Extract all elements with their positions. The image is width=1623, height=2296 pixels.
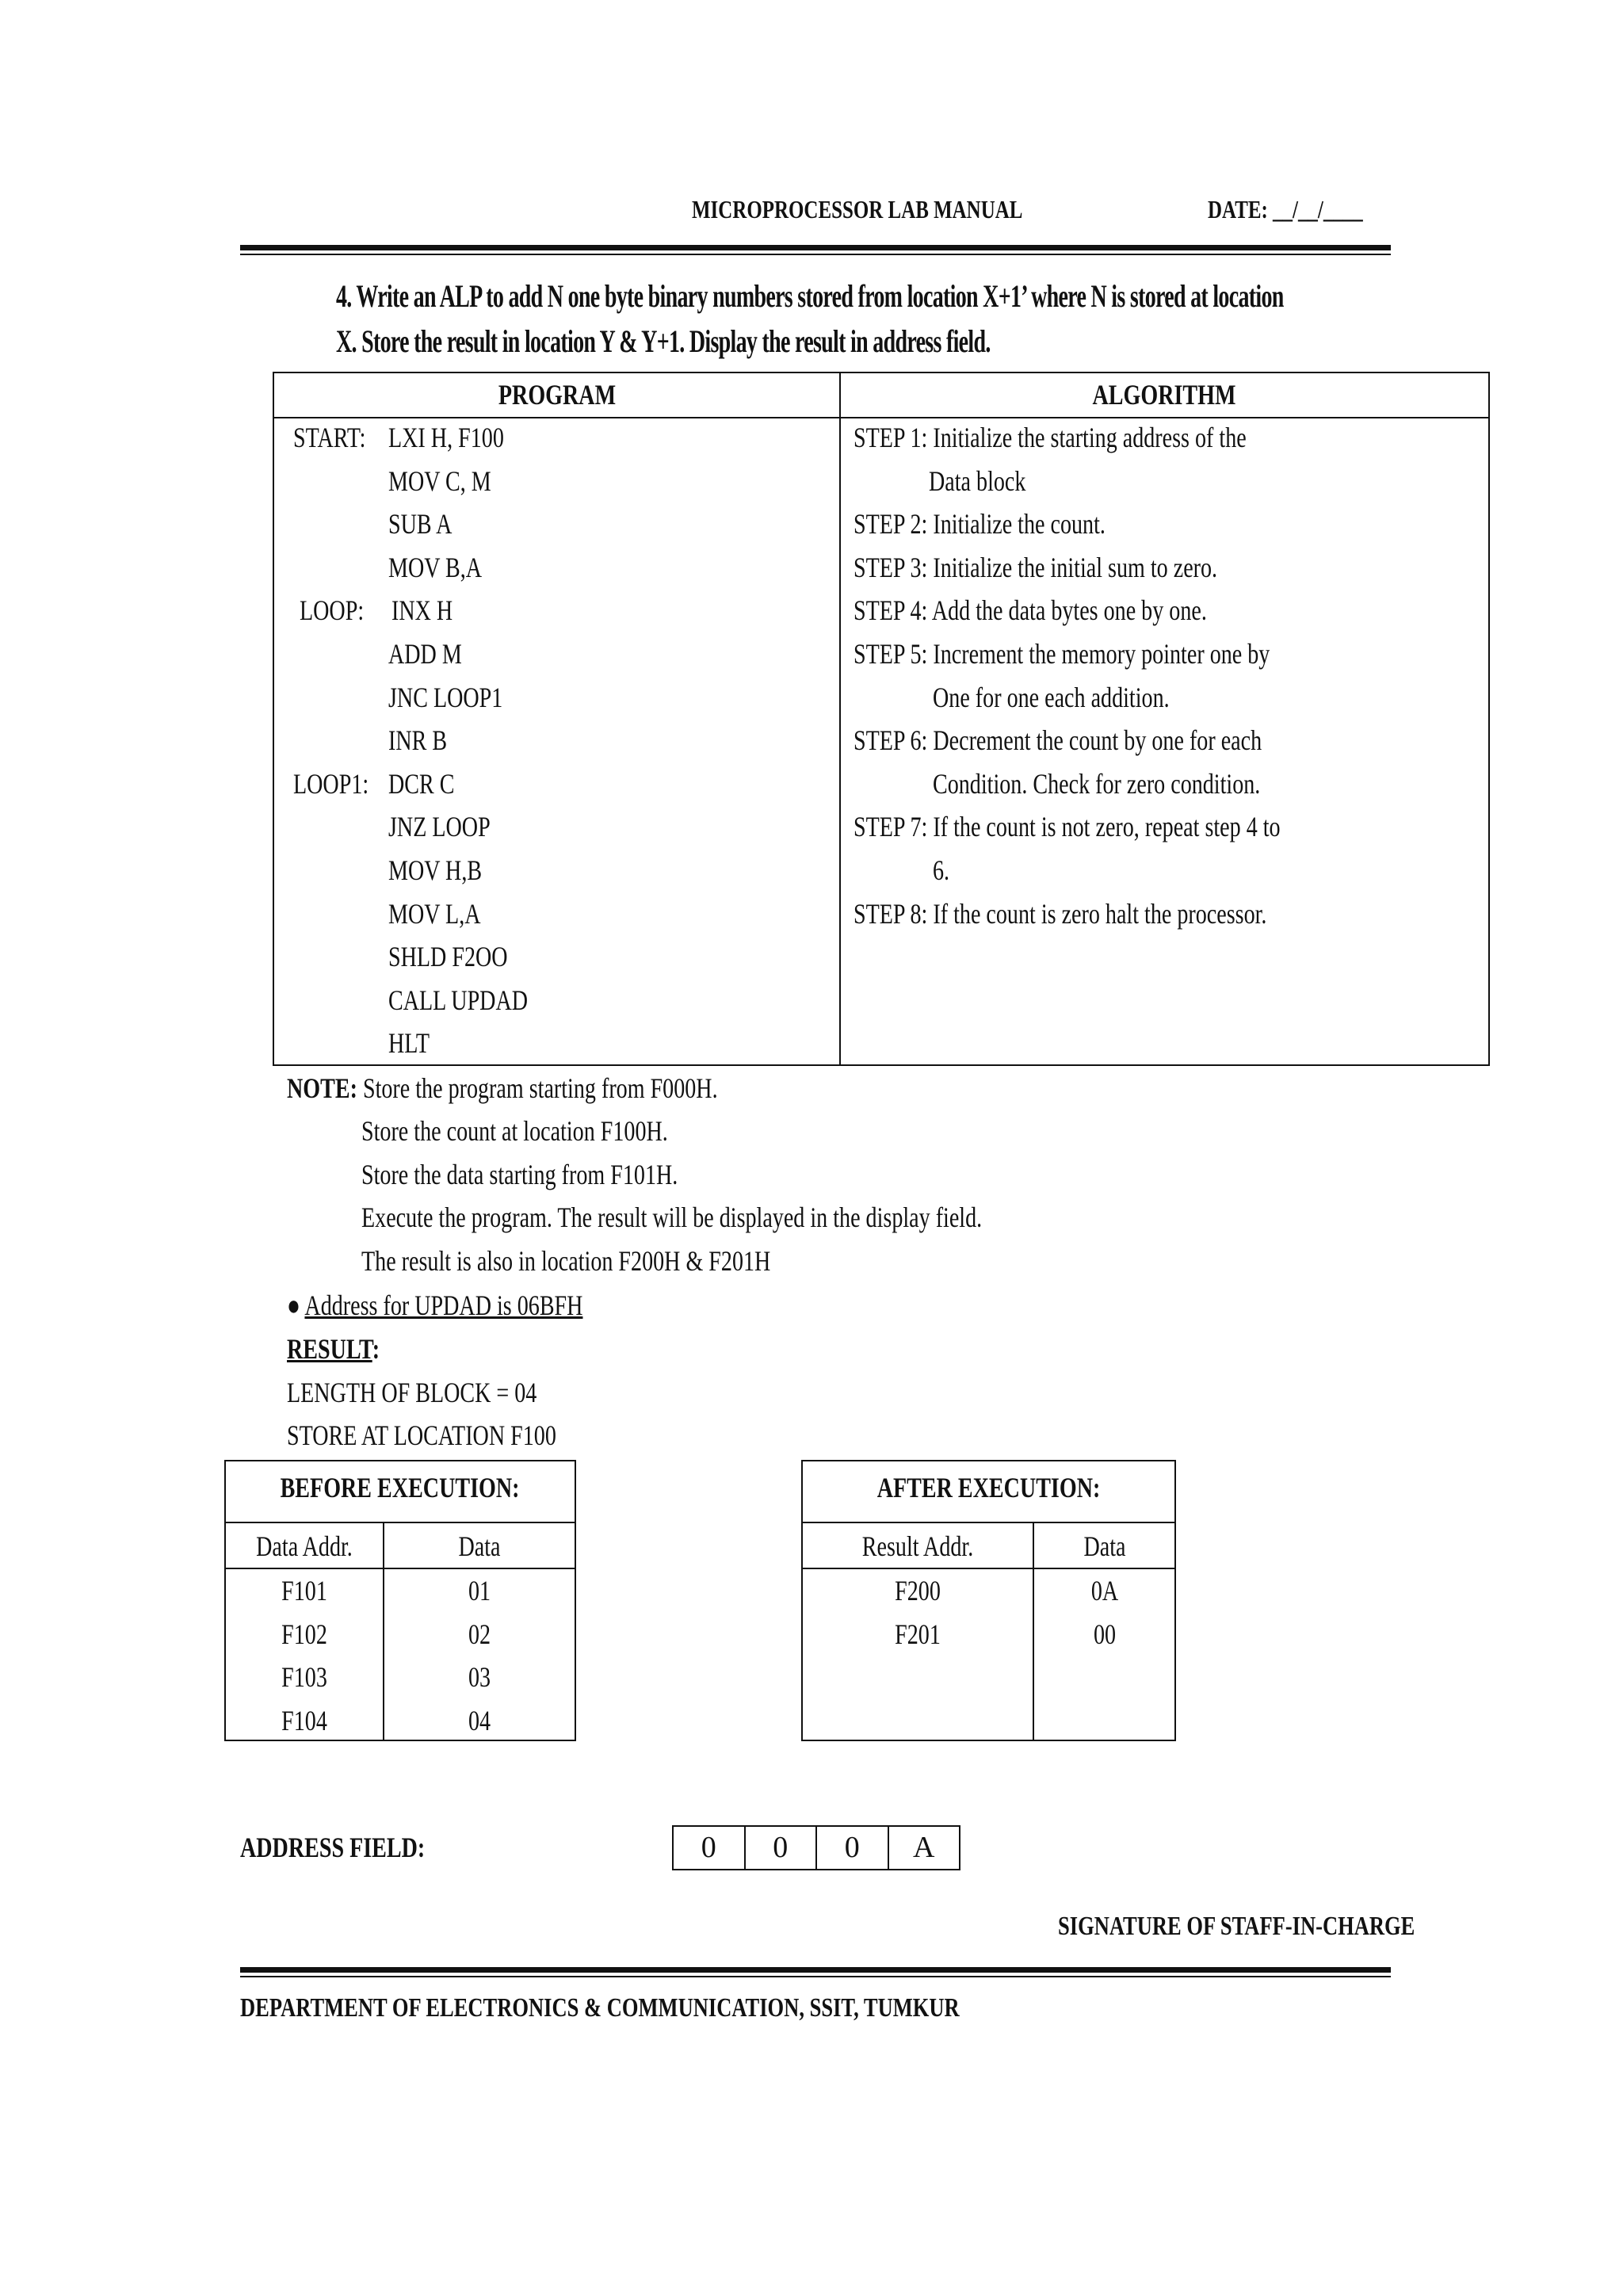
footer-rule-thin: [240, 1976, 1391, 1977]
algorithm-step: Condition. Check for zero condition.: [933, 767, 1261, 800]
program-instruction: MOV C, M: [388, 464, 491, 497]
program-instruction: CALL UPDAD: [388, 984, 529, 1016]
algorithm-step: Data block: [929, 464, 1026, 497]
table-cell-data: 02: [468, 1618, 491, 1650]
address-digit-3: 0: [817, 1827, 889, 1869]
table-cell-addr: F201: [895, 1618, 941, 1650]
program-instruction: JNC LOOP1: [388, 681, 503, 713]
result-heading: RESULT:: [287, 1333, 380, 1365]
address-digit-4: A: [913, 1831, 935, 1864]
footer-department: DEPARTMENT OF ELECTRONICS & COMMUNICATION, SSIT, TUMKUR: [240, 1993, 960, 2023]
table-cell-data: 0A: [1090, 1575, 1118, 1606]
note-label: NOTE:: [287, 1072, 357, 1104]
note-line-4: Execute the program. The result will be displayed in the display field.: [361, 1201, 983, 1233]
program-table: [273, 372, 1490, 1066]
algorithm-step: STEP 3: Initialize the initial sum to zero.: [854, 551, 1218, 583]
address-digit-2: 0: [746, 1827, 818, 1869]
program-instruction: JNZ LOOP: [388, 811, 491, 843]
before-col-addr: Data Addr.: [256, 1530, 353, 1562]
footer-rule-thick: [240, 1967, 1391, 1973]
program-instruction: INR B: [388, 724, 448, 757]
program-instruction: MOV L,A: [388, 897, 481, 930]
header-rule-thin: [240, 254, 1391, 255]
algorithm-step: STEP 6: Decrement the count by one for each: [854, 724, 1262, 757]
program-label: START:: [293, 422, 366, 453]
date-label: DATE: __/__/____: [1208, 195, 1363, 223]
algorithm-step: STEP 1: Initialize the starting address of the: [854, 422, 1247, 453]
algorithm-step: STEP 2: Initialize the count.: [854, 508, 1106, 541]
program-instruction: DCR C: [388, 767, 455, 800]
note-line-1: NOTE: Store the program starting from F000H.: [287, 1072, 718, 1104]
program-label: LOOP:: [300, 594, 365, 627]
table-cell-addr: F103: [281, 1661, 327, 1693]
after-col-addr: Result Addr.: [861, 1530, 974, 1562]
table-cell-addr: F200: [895, 1575, 941, 1606]
address-field-display: [672, 1825, 960, 1870]
header-title: MICROPROCESSOR LAB MANUAL: [692, 195, 1023, 223]
table-cell-data: 01: [468, 1575, 491, 1606]
question-line-2: X. Store the result in location Y & Y+1. Display the result in address field.: [336, 323, 991, 359]
signature-label: SIGNATURE OF STAFF-IN-CHARGE: [1058, 1912, 1415, 1941]
algorithm-step: STEP 5: Increment the memory pointer one by: [854, 638, 1270, 670]
program-instruction: ADD M: [388, 638, 462, 670]
program-instruction: SHLD F2OO: [388, 941, 508, 973]
algorithm-step: STEP 7: If the count is not zero, repeat step 4 to: [854, 811, 1281, 843]
bullet-icon: ●: [287, 1289, 300, 1321]
algorithm-step: 6.: [933, 854, 950, 886]
result-length: LENGTH OF BLOCK = 04: [287, 1377, 537, 1408]
program-instruction: MOV H,B: [388, 854, 483, 886]
question-line-1: 4. Write an ALP to add N one byte binary numbers stored from location X+1’ where N is stored at location: [336, 278, 1284, 314]
algorithm-step: STEP 8: If the count is zero halt the processor.: [854, 897, 1267, 930]
program-instruction: LXI H, F100: [388, 422, 504, 453]
program-table-column-divider: [839, 373, 841, 1064]
after-title: AFTER EXECUTION:: [876, 1472, 1101, 1503]
table-cell-addr: F101: [281, 1575, 327, 1606]
table-cell-data: 00: [1093, 1618, 1116, 1650]
address-field-label: ADDRESS FIELD:: [240, 1832, 426, 1863]
header-rule-thick: [240, 245, 1391, 250]
table-cell-addr: F102: [281, 1618, 327, 1650]
note-line-3: Store the data starting from F101H.: [361, 1159, 678, 1190]
program-instruction: HLT: [388, 1027, 430, 1060]
program-instruction: MOV B,A: [388, 551, 483, 583]
table-cell-data: 03: [468, 1661, 491, 1693]
before-title: BEFORE EXECUTION:: [281, 1472, 520, 1503]
program-header: PROGRAM: [498, 379, 616, 411]
after-execution-table: [801, 1460, 1176, 1741]
algorithm-step: STEP 4: Add the data bytes one by one.: [854, 594, 1207, 627]
program-instruction: SUB A: [388, 508, 453, 541]
before-execution-table: [224, 1460, 576, 1741]
table-cell-data: 04: [468, 1704, 491, 1736]
program-table-header-divider: [274, 417, 1488, 418]
program-instruction: INX H: [391, 594, 453, 627]
program-label: LOOP1:: [293, 767, 369, 800]
before-col-data: Data: [458, 1530, 501, 1562]
note-line-5: The result is also in location F200H & F201H: [361, 1245, 771, 1277]
algorithm-step: One for one each addition.: [933, 681, 1170, 713]
address-digit-1: 0: [674, 1827, 746, 1869]
algorithm-header: ALGORITHM: [1093, 379, 1236, 411]
table-cell-addr: F104: [281, 1704, 327, 1736]
updad-note: ● Address for UPDAD is 06BFH: [287, 1289, 583, 1321]
note-line-2: Store the count at location F100H.: [361, 1115, 668, 1147]
after-col-data: Data: [1083, 1530, 1126, 1562]
result-store: STORE AT LOCATION F100: [287, 1419, 556, 1451]
